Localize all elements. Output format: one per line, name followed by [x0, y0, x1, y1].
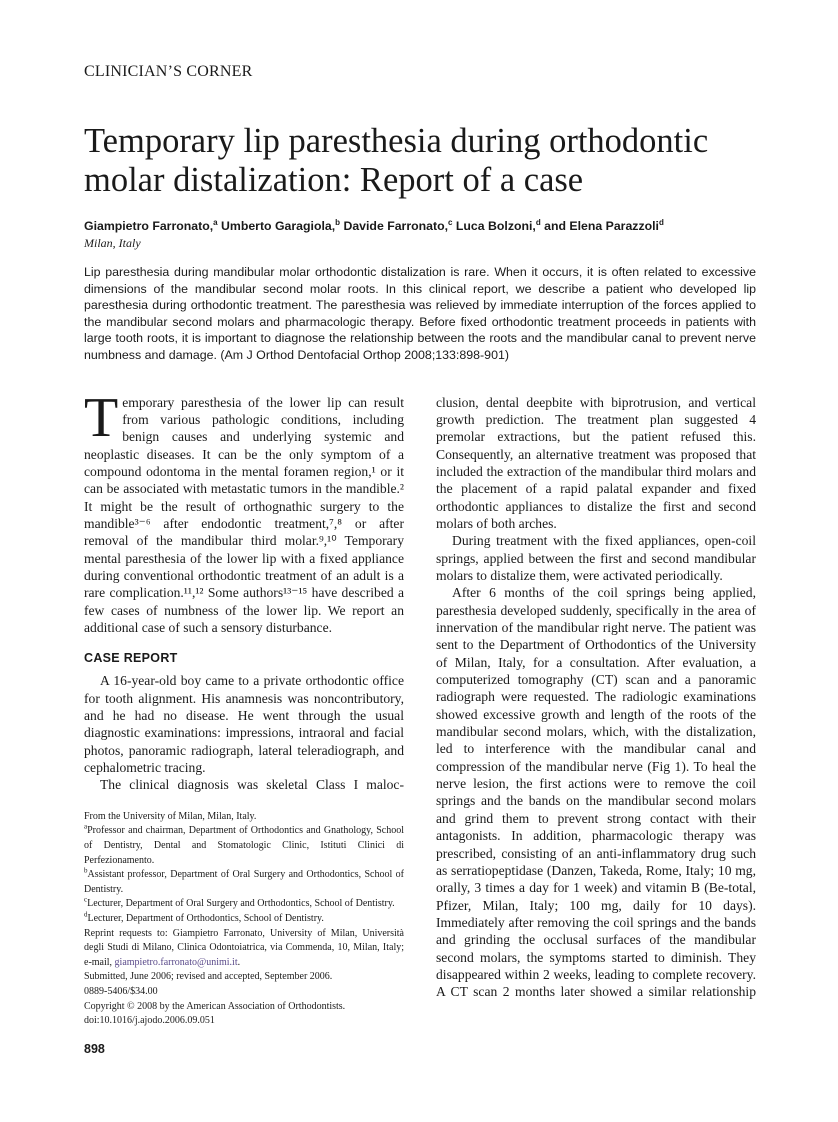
paragraph: The clinical diagnosis was skeletal Class I maloc-: [100, 777, 404, 793]
footnote-affiliation: From the University of Milan, Milan, Italy.: [84, 810, 257, 822]
footnote-c: $^c$Lecturer, Department of Oral Surgery and Orthodontics, School of Dentistry.: [84, 896, 395, 910]
article-title: Temporary lip paresthesia during orthodontic molar distalization: Report of a case: [84, 122, 709, 199]
column-left: [84, 386, 404, 1057]
section-heading: CASE REPORT: [84, 651, 178, 666]
article-header: [84, 0, 764, 364]
drop-cap: T: [84, 386, 119, 449]
author: Davide Farronato,$^c$: [343, 217, 453, 233]
footnote-a: $^a$Professor and chairman, Department of Orthodontics and Gnathology, School of Dentistry, Dental and Stomatologic Clinic, Istituti Clinici di Perfezionamento.: [84, 823, 404, 866]
issn: 0889-5406/$34.00: [84, 985, 158, 997]
doi: doi:10.1016/j.ajodo.2006.09.051: [84, 1015, 215, 1027]
email-link[interactable]: giampietro.farronato@unimi.it: [114, 956, 238, 968]
footnote-b: $^b$Assistant professor, Department of Oral Surgery and Orthodontics, School of Dentistry.: [84, 866, 404, 895]
author: Luca Bolzoni,$^d$: [455, 217, 541, 233]
author-location: Milan, Italy: [84, 236, 141, 250]
paragraph: clusion, dental deepbite with biprotrusion, and vertical growth prediction. The treatment plan suggested 4 premolar extractions, but the patient refused this. Consequently, an alternative treatment was proposed that included the extraction of the mandibular third molars and the placement of a rapid palatal expander and fixed orthodontic appliances to distalize the first and second molars of both arches.: [436, 394, 756, 531]
intro-paragraph: Temporary paresthesia of the lower lip can result from various pathologic conditions, including benign causes and underlying systemic and neoplastic diseases. It can be the only symptom of a compound odontoma in the mental foramen region,¹ or it can be associated with metastatic tumors in the mandible.² It might be the result of orthognathic surgery to the mandible³⁻⁶ after endodontic treatment,⁷,⁸ or after removal of the mandibular third molar.⁹,¹⁰ Temporary mental paresthesia of the lower lip with a fixed appliance during conventional orthodontic treatment of an adult is a rare complication.¹¹,¹² Some authors¹³⁻¹⁵ have described a few cases of numbness of the lower lip. We report an additional case of such a sensory disturbance.: [84, 386, 404, 636]
footnotes: [84, 810, 404, 1029]
column-right: [436, 394, 756, 1001]
abstract: Lip paresthesia during mandibular molar orthodontic distalization is rare. When it occurs, it is often related to excessive dimensions of the mandibular second molar roots. In this clinical report, we describe a patient who developed lip paresthesia during orthodontic treatment. The paresthesia was relieved by immediate interruption of the forces applied to the mandibular second molars and pharmacologic therapy. Before fixed orthodontic treatment proceeds in patients with large tooth roots, it is important to diagnose the relationship between the roots and the mandibular canal to prevent nerve numbness and damage. (Am J Orthod Dentofacial Orthop 2008;133:898-901): [84, 265, 756, 362]
paragraph: A 16-year-old boy came to a private orthodontic office for tooth alignment. His anamnesis was noncontributory, and he had no disease. He went through the usual diagnostic examinations: impressions, intraoral and facial photos, panoramic radiograph, lateral teleradiograph, and cephalometric tracing.: [84, 673, 404, 776]
author: Giampietro Farronato,$^a$: [84, 217, 218, 233]
footnote-d: $^d$Lecturer, Department of Orthodontics, School of Dentistry.: [84, 910, 324, 924]
body-columns: [84, 386, 838, 1057]
paragraph: After 6 months of the coil springs being applied, paresthesia developed suddenly, specifically in the area of innervation of the mandibular right nerve. The patient was sent to the Department of Orthodontics of the University of Milan, Italy, for a consultation. After evaluation, a computerized tomography (CT) scan and a panoramic radiograph were requested. The radiologic examinations showed excessive growth and length of the roots of the mandibular second molars, which, with the distalization, led to interference with the mandibular canal and compression of the mandibular nerve (Fig 1). To heal the nerve lesion, the first actions were to remove the coil springs and the bands on the mandibular second molars and grind them to prevent strong contact with their antagonists. In addition, pharmacologic therapy was prescribed, consisting of an anti-inflammatory drug such as serratiopeptidase (Danzen, Takeda, Rome, Italy; 10 mg, orally, 3 times a day for 1 week) and vitamin B (Be-total, Pfizer, Milan, Italy; 100 mg, daily for 10 days). Immediately after removing the coil springs and the bands and grinding the occlusal surfaces of the mandibular second molars, the symptoms started to diminish. They disappeared within 2 weeks, leading to complete recovery. A CT scan 2 months later showed a similar relationship: [436, 585, 756, 1000]
section-label: CLINICIAN’S CORNER: [84, 63, 253, 80]
copyright: Copyright © 2008 by the American Association of Orthodontists.: [84, 1000, 346, 1012]
reprint-requests: Reprint requests to: Giampietro Farronato, University of Milan, Università degli Studi di Milano, Clinica Odontoiatrica, via Commenda, 10, Milan, Italy; e-mail, giampietro.farronato@unimi.it.: [84, 927, 404, 968]
author: Umberto Garagiola,$^b$: [221, 217, 341, 233]
submission-dates: Submitted, June 2006; revised and accepted, September 2006.: [84, 971, 333, 983]
author: and Elena Parazzoli$^d$: [544, 217, 664, 233]
page-number: 898: [84, 1041, 105, 1056]
paragraph: During treatment with the fixed appliances, open-coil springs, applied between the first and second mandibular molars to distalize them, were activated periodically.: [436, 533, 756, 583]
author-list: [84, 218, 764, 235]
